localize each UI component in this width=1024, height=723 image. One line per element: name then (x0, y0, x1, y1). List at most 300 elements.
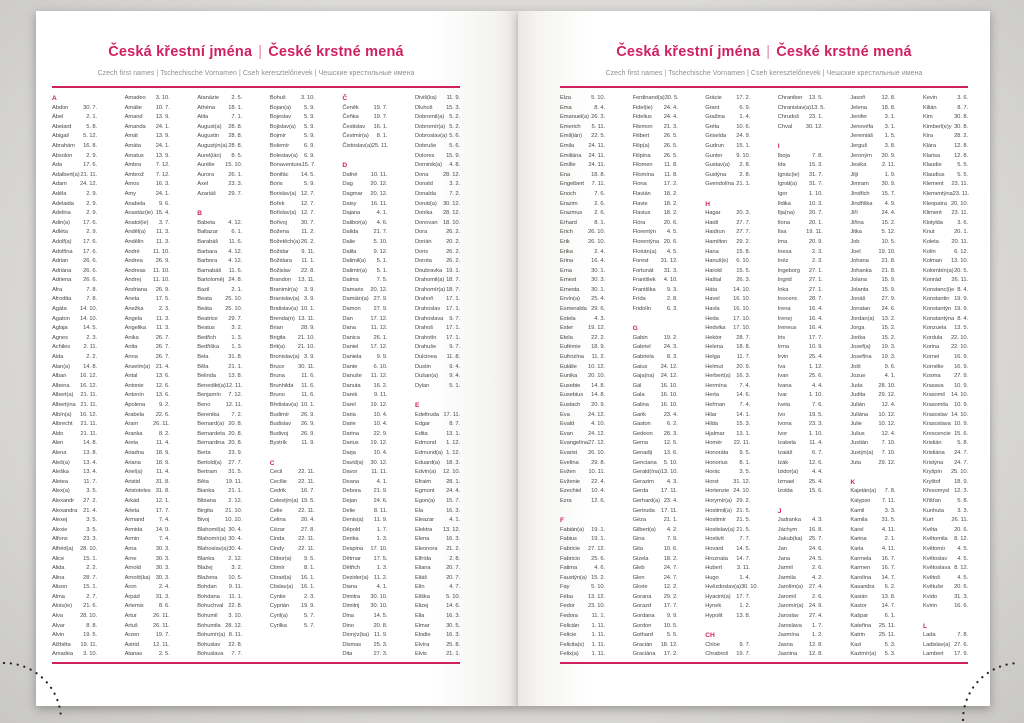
name-entry (560, 295, 605, 305)
first-name: Albín(a) (52, 411, 72, 418)
name-entry (633, 650, 678, 660)
name-day-date: 18. 9. (155, 449, 170, 456)
name-day-date: 25. 6. (808, 373, 823, 380)
first-name: Bořek (269, 200, 285, 207)
name-day-date: 13. 6. (155, 373, 170, 380)
name-day-date: 26. 10. (587, 449, 605, 456)
row-spacer (270, 449, 315, 459)
first-name: Edgar (414, 421, 430, 428)
first-name: Jolanta (850, 286, 869, 293)
first-name: Baltazar (197, 229, 218, 236)
name-entry (415, 353, 460, 363)
name-day-date: 20. 12. (370, 190, 388, 197)
first-name: Ingrid (777, 277, 792, 284)
name-entry (705, 468, 750, 478)
first-name: Fidel(ie) (632, 104, 653, 111)
name-entry (705, 132, 750, 142)
name-day-date: 9. 5. (304, 555, 315, 562)
title-separator: | (258, 44, 263, 60)
name-day-date: 14. 7. (881, 603, 896, 610)
row-spacer (705, 190, 750, 200)
name-day-date: 30. 9. (881, 152, 896, 159)
name-day-date: 11. 3. (156, 229, 170, 236)
name-entry (705, 286, 750, 296)
name-day-date: 12. 6. (808, 459, 823, 466)
name-entry (850, 142, 895, 152)
name-day-date: 11. 10. (152, 267, 170, 274)
first-name: Karolína (850, 574, 872, 581)
first-name: Jarolím(a) (777, 584, 803, 591)
name-entry (342, 200, 387, 210)
name-entry (705, 363, 750, 373)
first-name: Evelína (560, 459, 579, 466)
row-spacer (778, 497, 823, 507)
name-day-date: 24. 6. (808, 545, 823, 552)
first-name: Havel (705, 296, 720, 303)
first-name: Ferdinand(a) (632, 95, 665, 101)
name-entry (270, 602, 315, 612)
name-entry (197, 257, 242, 267)
first-name: Andrea (124, 258, 143, 265)
page-subtitle: Czech first names | Tschechische Vornamen | Cseh keresztelőnevek | Чешские крестильные имена (605, 70, 923, 77)
name-day-date: 13. 1. (736, 430, 751, 437)
first-name: Florentýna (632, 238, 659, 245)
name-day-date: 24. 7. (663, 574, 678, 581)
first-name: Alison (52, 584, 68, 591)
first-name: Hostislav(a) (705, 526, 735, 533)
first-name: Arleta (124, 507, 140, 514)
name-entry (197, 228, 242, 238)
name-day-date: 31. 8. (155, 488, 170, 495)
first-name: Birgita (197, 507, 213, 514)
name-entry (560, 593, 605, 603)
first-name: Čeněk (342, 104, 359, 111)
name-day-date: 11. 9. (373, 632, 388, 639)
first-name: Kristián (922, 440, 942, 447)
name-entry (197, 401, 242, 411)
name-day-date: 8. 7. (957, 104, 968, 111)
name-entry (342, 574, 387, 584)
first-name: Ignát(a) (777, 181, 797, 188)
name-day-date: 1. 3. (376, 565, 388, 572)
name-entry (125, 430, 170, 440)
name-day-date: 3. 5. (86, 526, 97, 533)
name-day-date: 14. 9. (155, 526, 170, 533)
first-name: Fabius (560, 536, 577, 543)
first-name: Hana (705, 248, 719, 255)
first-name: Kosma (922, 373, 941, 380)
first-name: Dluhoš (414, 104, 433, 111)
first-name: Jesika (850, 162, 867, 169)
first-name: Jordan(a) (850, 315, 875, 322)
first-name: Helena (705, 344, 723, 351)
name-entry (850, 545, 895, 555)
name-column (342, 94, 387, 660)
first-name: Homér (705, 440, 723, 447)
name-day-date: 27. 3. (373, 651, 388, 658)
name-day-date: 21. 11. (80, 171, 97, 178)
first-name: Dětmar (342, 555, 361, 562)
name-day-date: 10. 7. (155, 104, 170, 111)
first-name: Alexandr (52, 497, 75, 504)
first-name: Eunika (560, 373, 578, 380)
first-name: Aurélie (197, 162, 215, 169)
first-name: Berenika (197, 411, 220, 418)
first-name: Emerich (560, 123, 581, 130)
name-entry (923, 257, 968, 267)
name-day-date: 18. 2. (663, 200, 678, 207)
name-day-date: 21. 11. (80, 430, 97, 437)
name-day-date: 26. 9. (300, 430, 315, 437)
name-entry (633, 612, 678, 622)
name-entry (923, 459, 968, 469)
first-name: Dante (342, 363, 358, 370)
name-entry (415, 420, 460, 430)
name-day-date: 14. 5. (300, 171, 315, 178)
first-name: Dobruše (414, 142, 437, 149)
first-name: Alvar (52, 622, 65, 629)
first-name: Horác (705, 469, 721, 476)
name-entry (52, 420, 97, 430)
name-day-date: 11. 1. (228, 593, 243, 600)
first-name: Barnabáš (197, 267, 222, 274)
first-name: Aletea (52, 478, 68, 485)
first-name: Gunter (705, 152, 723, 159)
name-day-date: 11. 8. (446, 354, 460, 361)
section-letter: C (269, 459, 275, 467)
name-entry (270, 439, 315, 449)
first-name: Kimberl(e)y (922, 123, 952, 130)
first-name: Efraim (414, 478, 432, 485)
name-entry (923, 507, 968, 517)
name-entry (52, 564, 97, 574)
name-day-date: 5. 10. (591, 95, 605, 101)
name-day-date: 25. 4. (808, 354, 823, 361)
name-day-date: 30. 3. (591, 277, 605, 284)
name-entry (633, 459, 678, 469)
first-name: Alma (52, 593, 65, 600)
name-entry (125, 449, 170, 459)
name-entry (850, 487, 895, 497)
name-day-date: 3. 10. (155, 95, 170, 101)
first-name: Bohuslav (197, 641, 221, 648)
name-day-date: 17. 11. (660, 507, 678, 514)
name-entry (270, 209, 315, 219)
name-entry (850, 209, 895, 219)
first-name: Grácie (705, 95, 722, 101)
name-entry (560, 190, 605, 200)
name-day-date: 30. 8. (954, 123, 968, 130)
name-day-date: 14. 7. (881, 574, 896, 581)
first-name: Bolemír (269, 142, 290, 149)
first-name: Bohuslava (197, 651, 224, 658)
name-day-date: 17. 10. (733, 315, 751, 322)
first-name: Iboja (777, 152, 790, 159)
first-name: Cyprián (269, 603, 290, 610)
name-day-date: 15. 10. (225, 162, 243, 169)
name-day-date: 4. 10. (663, 277, 678, 284)
name-day-date: 20. 7. (446, 574, 460, 581)
name-entry (850, 104, 895, 114)
first-name: Kolman (922, 258, 943, 265)
first-name: Bonaventura (269, 162, 302, 169)
name-day-date: 19. 3. (881, 344, 896, 351)
name-day-date: 3. 9. (304, 286, 315, 293)
name-day-date: 28. 2. (954, 133, 968, 140)
first-name: Ena (560, 171, 571, 178)
name-entry (633, 391, 678, 401)
name-day-date: 16. 10. (733, 296, 751, 303)
name-entry (633, 142, 678, 152)
name-entry (52, 353, 97, 363)
name-entry (197, 123, 242, 133)
name-entry (923, 593, 968, 603)
name-day-date: 24. 1. (155, 142, 170, 149)
name-entry (633, 334, 678, 344)
first-name: Darel (342, 402, 356, 408)
first-name: Jorika (850, 334, 866, 341)
name-entry (342, 190, 387, 200)
name-day-date: 30. 7. (300, 219, 315, 226)
name-entry (125, 497, 170, 507)
first-name: Děpold (342, 526, 361, 533)
name-day-date: 25. 11. (878, 632, 896, 639)
name-entry (197, 459, 242, 469)
name-entry (342, 132, 387, 142)
name-entry (270, 516, 315, 526)
name-entry (270, 545, 315, 555)
name-day-date: 7. 5. (376, 277, 388, 284)
first-name: Hostimír (705, 517, 726, 524)
first-name: Konstantin (922, 296, 950, 303)
name-entry (850, 94, 895, 104)
first-name: Belinda (197, 373, 216, 380)
name-day-date: 12. 8. (881, 95, 896, 101)
first-name: Grant (705, 104, 720, 111)
name-day-date: 13. 8. (228, 373, 243, 380)
name-entry (923, 238, 968, 248)
name-day-date: 5. 8. (957, 440, 968, 447)
name-entry (778, 363, 823, 373)
name-day-date: 5. 11. (591, 123, 605, 130)
first-name: Babeta (197, 219, 215, 226)
name-day-date: 24. 12. (587, 430, 605, 437)
name-entry (850, 641, 895, 651)
name-day-date: 30. 4. (228, 545, 243, 552)
name-entry (560, 353, 605, 363)
name-day-date: 17. 7. (155, 507, 170, 514)
first-name: Jakub(ka) (777, 536, 803, 543)
name-entry (705, 574, 750, 584)
name-entry (197, 574, 242, 584)
first-name: Ilja(na) (777, 210, 795, 217)
name-entry (633, 209, 678, 219)
name-day-date: 15. 5. (736, 267, 751, 274)
name-day-date: 30. 11. (298, 363, 315, 370)
name-entry (52, 459, 97, 469)
first-name: Jolana (850, 277, 867, 284)
name-entry (850, 650, 895, 660)
name-day-date: 13. 5. (954, 325, 968, 332)
name-day-date: 8. 1. (304, 565, 315, 572)
name-day-date: 2. 2. (86, 565, 97, 572)
first-name: Jindřiška (850, 200, 873, 207)
first-name: Albert(a) (52, 392, 74, 399)
name-day-date: 30. 4. (228, 536, 243, 543)
first-name: Angelika (124, 325, 147, 332)
first-name: Květa (922, 526, 938, 533)
name-entry (52, 295, 97, 305)
name-entry (560, 468, 605, 478)
name-day-date: 29. 12. (878, 459, 896, 466)
name-day-date: 3. 2. (449, 181, 460, 188)
name-entry (125, 315, 170, 325)
first-name: Dafné (342, 171, 358, 178)
name-entry (705, 161, 750, 171)
name-entry (415, 238, 460, 248)
name-entry (778, 631, 823, 641)
name-day-date: 6. 3. (666, 306, 678, 313)
first-name: Amy (124, 190, 136, 197)
first-name: Féba (560, 593, 573, 600)
first-name: Haidrun (705, 229, 725, 236)
name-entry (52, 507, 97, 517)
first-name: Dorián (414, 238, 432, 245)
name-entry (270, 507, 315, 517)
name-entry (778, 593, 823, 603)
name-entry (415, 142, 460, 152)
name-entry (197, 295, 242, 305)
first-name: David(a) (342, 459, 364, 466)
name-entry (778, 305, 823, 315)
first-name: Jaromil (777, 593, 796, 600)
name-entry (923, 363, 968, 373)
name-entry (197, 622, 242, 632)
name-entry (125, 507, 170, 517)
first-name: Axel (197, 181, 209, 188)
name-entry (342, 602, 387, 612)
name-entry (415, 526, 460, 536)
name-day-date: 26. 3. (591, 114, 605, 121)
name-entry (125, 113, 170, 123)
name-entry (342, 391, 387, 401)
first-name: Bojan(a) (269, 104, 291, 111)
name-day-date: 11. 2. (591, 354, 605, 361)
name-entry (705, 343, 750, 353)
name-day-date: 4. 3. (666, 478, 678, 485)
first-name: Horymír(a) (705, 497, 732, 504)
name-day-date: 24. 11. (588, 162, 605, 169)
first-name: Karmen (850, 565, 871, 572)
first-name: Květoš (922, 574, 941, 581)
name-entry (705, 439, 750, 449)
first-name: Evarist (560, 449, 578, 456)
first-name: Elza (560, 95, 571, 101)
name-day-date: 13. 2. (881, 315, 896, 322)
first-name: Forest (632, 258, 649, 265)
first-name: Adam (52, 181, 67, 188)
name-day-date: 20. 4. (300, 517, 315, 524)
name-day-date: 22. 8. (228, 603, 243, 610)
name-entry (270, 622, 315, 632)
first-name: Ambrož (124, 171, 144, 178)
name-day-date: 5. 9. (304, 104, 315, 111)
name-day-date: 16. 3. (446, 536, 460, 543)
name-entry (850, 459, 895, 469)
name-entry (778, 324, 823, 334)
name-day-date: 16. 3. (155, 181, 170, 188)
name-entry (705, 535, 750, 545)
name-entry (197, 516, 242, 526)
name-entry (52, 257, 97, 267)
first-name: Herta (705, 392, 719, 399)
name-day-date: 21. 1. (663, 517, 678, 524)
first-name: Kim (922, 114, 933, 121)
first-name: Jiří (850, 210, 858, 217)
name-entry (923, 564, 968, 574)
first-name: Esmeralda (560, 306, 587, 313)
name-entry (560, 430, 605, 440)
name-entry (415, 555, 460, 565)
name-entry (560, 449, 605, 459)
name-day-date: 19. 9. (954, 296, 968, 303)
name-day-date: 13. 12. (587, 593, 605, 600)
first-name: Inocenc (777, 296, 798, 303)
name-entry (415, 631, 460, 641)
name-entry (923, 209, 968, 219)
first-name: Denis(a) (342, 517, 364, 524)
first-name: Fridolín (632, 306, 652, 313)
name-entry (923, 526, 968, 536)
name-entry (415, 612, 460, 622)
first-name: Adalbert(a) (52, 171, 80, 178)
name-entry (197, 152, 242, 162)
name-entry (705, 257, 750, 267)
first-name: Evžen (560, 469, 576, 476)
name-day-date: 30. 3. (155, 555, 170, 562)
first-name: Ámos (124, 181, 140, 188)
name-day-date: 5. 1. (376, 267, 388, 274)
first-name: Boleslav(a) (269, 152, 298, 159)
name-day-date: 16. 2. (373, 382, 388, 389)
name-entry (270, 238, 315, 248)
first-name: Felície (560, 632, 577, 639)
name-entry (197, 430, 242, 440)
first-name: Irenej (777, 315, 792, 322)
name-entry (705, 497, 750, 507)
first-name: Aurel(ián) (197, 152, 222, 159)
first-name: Florián(a) (632, 248, 657, 255)
name-entry (923, 583, 968, 593)
name-day-date: 5. 12. (83, 133, 97, 140)
name-entry (923, 487, 968, 497)
first-name: Justián (850, 440, 869, 447)
first-name: Amáta (124, 142, 141, 149)
first-name: Danuta (342, 382, 361, 389)
first-name: Jelena (850, 104, 867, 111)
name-entry (125, 526, 170, 536)
top-rule (52, 86, 460, 88)
first-name: Artur (124, 613, 137, 620)
first-name: Justýn(a) (850, 449, 874, 456)
first-name: Dejan (342, 497, 358, 504)
name-entry (125, 641, 170, 651)
name-entry (197, 391, 242, 401)
name-entry (52, 439, 97, 449)
name-entry (52, 602, 97, 612)
name-day-date: 8. 8. (86, 622, 97, 629)
name-day-date: 27. 12. (587, 545, 605, 552)
